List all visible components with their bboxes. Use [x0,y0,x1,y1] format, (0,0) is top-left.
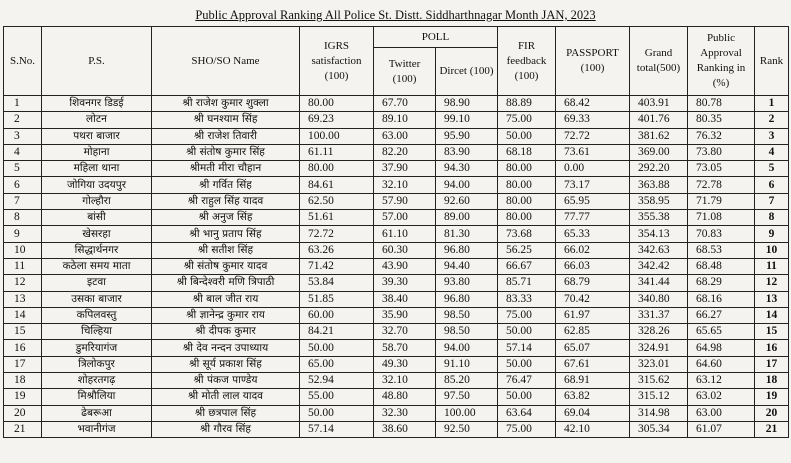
cell-approval: 73.05 [688,161,755,177]
cell-passport: 73.17 [556,177,630,193]
table-row [4,226,789,242]
cell-sno: 10 [4,242,42,258]
cell-fir: 57.14 [498,340,556,356]
table-row [4,161,789,177]
cell-grand-total: 341.44 [630,275,688,291]
table-row [4,373,789,389]
cell-rank: 13 [755,291,789,307]
cell-direct: 94.30 [436,161,498,177]
cell-approval: 64.60 [688,356,755,372]
cell-rank: 7 [755,193,789,209]
cell-fir: 50.00 [498,389,556,405]
header-direct: Dircet (100) [436,48,498,96]
cell-approval: 63.12 [688,373,755,389]
cell-sno: 19 [4,389,42,405]
table-row [4,96,789,112]
cell-police-station: महिला थाना [42,161,152,177]
cell-sho-name: श्री राजेश तिवारी [152,128,300,144]
cell-approval: 61.07 [688,421,755,437]
cell-igrs: 51.85 [300,291,374,307]
cell-direct: 98.50 [436,324,498,340]
cell-twitter: 38.60 [374,421,436,437]
cell-twitter: 57.90 [374,193,436,209]
table-row [4,258,789,274]
cell-approval: 63.02 [688,389,755,405]
cell-sno: 13 [4,291,42,307]
cell-sno: 8 [4,210,42,226]
cell-igrs: 55.00 [300,389,374,405]
cell-igrs: 50.00 [300,405,374,421]
cell-police-station: गोल्हौरा [42,193,152,209]
cell-igrs: 51.61 [300,210,374,226]
cell-passport: 65.07 [556,340,630,356]
cell-igrs: 84.21 [300,324,374,340]
cell-grand-total: 323.01 [630,356,688,372]
cell-igrs: 100.00 [300,128,374,144]
cell-fir: 68.18 [498,144,556,160]
cell-rank: 17 [755,356,789,372]
cell-passport: 68.91 [556,373,630,389]
cell-approval: 72.78 [688,177,755,193]
cell-fir: 75.00 [498,307,556,323]
cell-rank: 8 [755,210,789,226]
cell-sno: 6 [4,177,42,193]
cell-igrs: 71.42 [300,258,374,274]
cell-twitter: 61.10 [374,226,436,242]
cell-twitter: 32.70 [374,324,436,340]
cell-rank: 18 [755,373,789,389]
cell-police-station: उसका बाजार [42,291,152,307]
cell-sho-name: श्री संतोष कुमार सिंह [152,144,300,160]
cell-igrs: 62.50 [300,193,374,209]
table-row [4,177,789,193]
table-row [4,421,789,437]
cell-approval: 76.32 [688,128,755,144]
cell-sno: 4 [4,144,42,160]
cell-passport: 65.33 [556,226,630,242]
cell-fir: 50.00 [498,356,556,372]
cell-rank: 14 [755,307,789,323]
cell-sno: 12 [4,275,42,291]
cell-direct: 99.10 [436,112,498,128]
cell-twitter: 32.10 [374,177,436,193]
cell-approval: 80.35 [688,112,755,128]
cell-twitter: 39.30 [374,275,436,291]
cell-sho-name: श्री पंकज पाण्डेय [152,373,300,389]
cell-sno: 3 [4,128,42,144]
cell-igrs: 52.94 [300,373,374,389]
cell-sho-name: श्री घनश्याम सिंह [152,112,300,128]
cell-police-station: इटवा [42,275,152,291]
header-twitter: Twitter (100) [374,48,436,96]
cell-sho-name: श्री राहुल सिंह यादव [152,193,300,209]
cell-grand-total: 381.62 [630,128,688,144]
cell-direct: 85.20 [436,373,498,389]
cell-passport: 72.72 [556,128,630,144]
cell-grand-total: 401.76 [630,112,688,128]
cell-approval: 65.65 [688,324,755,340]
table-row [4,128,789,144]
cell-fir: 83.33 [498,291,556,307]
cell-police-station: कठेला समय माता [42,258,152,274]
cell-direct: 94.00 [436,340,498,356]
table-row [4,210,789,226]
cell-direct: 92.50 [436,421,498,437]
cell-rank: 19 [755,389,789,405]
cell-fir: 76.47 [498,373,556,389]
cell-sno: 1 [4,96,42,112]
cell-sno: 17 [4,356,42,372]
cell-sho-name: श्री राजेश कुमार शुक्ला [152,96,300,112]
cell-twitter: 48.80 [374,389,436,405]
cell-sno: 11 [4,258,42,274]
cell-direct: 89.00 [436,210,498,226]
cell-rank: 2 [755,112,789,128]
cell-grand-total: 403.91 [630,96,688,112]
cell-rank: 3 [755,128,789,144]
cell-direct: 97.50 [436,389,498,405]
cell-approval: 64.98 [688,340,755,356]
cell-sho-name: श्री मोती लाल यादव [152,389,300,405]
cell-igrs: 84.61 [300,177,374,193]
cell-passport: 69.04 [556,405,630,421]
header-poll: POLL [374,27,498,48]
cell-sno: 5 [4,161,42,177]
cell-grand-total: 305.34 [630,421,688,437]
cell-fir: 66.67 [498,258,556,274]
cell-passport: 63.82 [556,389,630,405]
cell-passport: 0.00 [556,161,630,177]
cell-igrs: 50.00 [300,340,374,356]
cell-direct: 98.90 [436,96,498,112]
cell-sno: 15 [4,324,42,340]
ranking-sheet [3,6,788,438]
cell-police-station: पथरा बाजार [42,128,152,144]
cell-rank: 16 [755,340,789,356]
cell-grand-total: 315.62 [630,373,688,389]
cell-sho-name: श्री छत्रपाल सिंह [152,405,300,421]
cell-rank: 15 [755,324,789,340]
cell-fir: 80.00 [498,210,556,226]
cell-grand-total: 354.13 [630,226,688,242]
cell-sho-name: श्री सतीश सिंह [152,242,300,258]
cell-police-station: कपिलवस्तु [42,307,152,323]
cell-igrs: 65.00 [300,356,374,372]
cell-sho-name: श्रीमती मीरा चौहान [152,161,300,177]
cell-approval: 66.27 [688,307,755,323]
cell-approval: 68.53 [688,242,755,258]
cell-police-station: चिल्हिया [42,324,152,340]
cell-igrs: 69.23 [300,112,374,128]
cell-grand-total: 363.88 [630,177,688,193]
header-sho-name: SHO/SO Name [152,27,300,96]
cell-grand-total: 331.37 [630,307,688,323]
cell-approval: 73.80 [688,144,755,160]
cell-direct: 94.40 [436,258,498,274]
cell-fir: 75.00 [498,112,556,128]
cell-sho-name: श्री ज्ञानेन्द्र कुमार राय [152,307,300,323]
cell-rank: 4 [755,144,789,160]
cell-twitter: 35.90 [374,307,436,323]
cell-fir: 50.00 [498,128,556,144]
cell-approval: 70.83 [688,226,755,242]
header-passport: PASSPORT (100) [556,27,630,96]
cell-sno: 14 [4,307,42,323]
cell-passport: 68.79 [556,275,630,291]
cell-passport: 70.42 [556,291,630,307]
cell-rank: 12 [755,275,789,291]
cell-fir: 75.00 [498,421,556,437]
cell-grand-total: 342.63 [630,242,688,258]
table-row [4,324,789,340]
cell-sho-name: श्री देव नन्दन उपाध्याय [152,340,300,356]
cell-passport: 65.95 [556,193,630,209]
cell-igrs: 53.84 [300,275,374,291]
cell-sho-name: श्री गर्वित सिंह [152,177,300,193]
cell-police-station: शिवनगर डिडई [42,96,152,112]
ranking-rows [4,96,789,438]
cell-rank: 10 [755,242,789,258]
cell-igrs: 63.26 [300,242,374,258]
cell-direct: 100.00 [436,405,498,421]
cell-direct: 96.80 [436,291,498,307]
cell-rank: 6 [755,177,789,193]
header-sno: S.No. [4,27,42,96]
header-approval: Public Approval Ranking in (%) [688,27,755,96]
cell-sho-name: श्री सूर्य प्रकाश सिंह [152,356,300,372]
cell-sho-name: श्री बाल जीत राय [152,291,300,307]
cell-igrs: 60.00 [300,307,374,323]
table-row [4,144,789,160]
cell-rank: 5 [755,161,789,177]
cell-rank: 9 [755,226,789,242]
cell-police-station: मोहाना [42,144,152,160]
cell-sho-name: श्री अनुज सिंह [152,210,300,226]
cell-igrs: 57.14 [300,421,374,437]
cell-grand-total: 342.42 [630,258,688,274]
cell-grand-total: 369.00 [630,144,688,160]
cell-police-station: बांसी [42,210,152,226]
cell-grand-total: 315.12 [630,389,688,405]
cell-sno: 16 [4,340,42,356]
cell-twitter: 49.30 [374,356,436,372]
header-igrs: IGRS satisfaction (100) [300,27,374,96]
cell-rank: 1 [755,96,789,112]
ranking-table [3,26,789,438]
cell-police-station: खेसरहा [42,226,152,242]
cell-twitter: 38.40 [374,291,436,307]
cell-passport: 61.97 [556,307,630,323]
header-grand-total: Grand total(500) [630,27,688,96]
cell-twitter: 67.70 [374,96,436,112]
cell-twitter: 58.70 [374,340,436,356]
table-row [4,193,789,209]
table-row [4,307,789,323]
cell-twitter: 63.00 [374,128,436,144]
cell-passport: 69.33 [556,112,630,128]
table-row [4,340,789,356]
cell-approval: 80.78 [688,96,755,112]
cell-police-station: जोगिया उदयपुर [42,177,152,193]
table-row [4,242,789,258]
cell-grand-total: 355.38 [630,210,688,226]
cell-passport: 42.10 [556,421,630,437]
cell-fir: 56.25 [498,242,556,258]
cell-twitter: 32.30 [374,405,436,421]
header-rank: Rank [755,27,789,96]
cell-police-station: मिश्रौलिया [42,389,152,405]
cell-approval: 68.16 [688,291,755,307]
cell-direct: 98.50 [436,307,498,323]
cell-direct: 96.80 [436,242,498,258]
cell-fir: 88.89 [498,96,556,112]
cell-police-station: डुमरियागंज [42,340,152,356]
cell-police-station: ढेबरूआ [42,405,152,421]
cell-sho-name: श्री भानु प्रताप सिंह [152,226,300,242]
cell-sho-name: श्री दीपक कुमार [152,324,300,340]
cell-twitter: 43.90 [374,258,436,274]
cell-grand-total: 324.91 [630,340,688,356]
cell-police-station: त्रिलोकपुर [42,356,152,372]
cell-approval: 71.79 [688,193,755,209]
cell-passport: 68.42 [556,96,630,112]
cell-passport: 67.61 [556,356,630,372]
table-row [4,112,789,128]
cell-sno: 18 [4,373,42,389]
cell-twitter: 89.10 [374,112,436,128]
cell-approval: 71.08 [688,210,755,226]
cell-passport: 73.61 [556,144,630,160]
cell-twitter: 82.20 [374,144,436,160]
cell-sho-name: श्री संतोष कुमार यादव [152,258,300,274]
cell-sno: 20 [4,405,42,421]
cell-passport: 66.02 [556,242,630,258]
cell-grand-total: 358.95 [630,193,688,209]
cell-direct: 95.90 [436,128,498,144]
cell-approval: 63.00 [688,405,755,421]
cell-passport: 66.03 [556,258,630,274]
cell-twitter: 37.90 [374,161,436,177]
cell-grand-total: 328.26 [630,324,688,340]
cell-approval: 68.29 [688,275,755,291]
cell-rank: 21 [755,421,789,437]
cell-police-station: सिद्धार्थनगर [42,242,152,258]
cell-rank: 11 [755,258,789,274]
cell-igrs: 61.11 [300,144,374,160]
cell-twitter: 57.00 [374,210,436,226]
cell-sno: 2 [4,112,42,128]
cell-passport: 62.85 [556,324,630,340]
cell-sho-name: श्री गौरव सिंह [152,421,300,437]
cell-twitter: 32.10 [374,373,436,389]
header-fir: FIR feedback (100) [498,27,556,96]
cell-direct: 92.60 [436,193,498,209]
cell-igrs: 72.72 [300,226,374,242]
cell-twitter: 60.30 [374,242,436,258]
document-title: Public Approval Ranking All Police St. Distt. Siddharthnagar Month JAN, 2023 [195,8,596,22]
table-row [4,275,789,291]
cell-direct: 83.90 [436,144,498,160]
table-row [4,291,789,307]
cell-direct: 91.10 [436,356,498,372]
cell-sho-name: श्री बिन्देश्वरी मणि त्रिपाठी [152,275,300,291]
cell-fir: 80.00 [498,193,556,209]
cell-direct: 93.80 [436,275,498,291]
cell-sno: 21 [4,421,42,437]
table-row [4,356,789,372]
cell-fir: 73.68 [498,226,556,242]
cell-approval: 68.48 [688,258,755,274]
cell-grand-total: 340.80 [630,291,688,307]
table-row [4,389,789,405]
cell-direct: 94.00 [436,177,498,193]
header-ps: P.S. [42,27,152,96]
cell-igrs: 80.00 [300,96,374,112]
cell-fir: 63.64 [498,405,556,421]
cell-igrs: 80.00 [300,161,374,177]
cell-fir: 80.00 [498,161,556,177]
cell-fir: 80.00 [498,177,556,193]
cell-sno: 7 [4,193,42,209]
cell-sno: 9 [4,226,42,242]
cell-police-station: भवानीगंज [42,421,152,437]
cell-direct: 81.30 [436,226,498,242]
cell-police-station: शोहरतगढ़ [42,373,152,389]
cell-fir: 85.71 [498,275,556,291]
cell-grand-total: 314.98 [630,405,688,421]
cell-rank: 20 [755,405,789,421]
cell-fir: 50.00 [498,324,556,340]
cell-police-station: लोटन [42,112,152,128]
cell-grand-total: 292.20 [630,161,688,177]
table-row [4,405,789,421]
cell-passport: 77.77 [556,210,630,226]
